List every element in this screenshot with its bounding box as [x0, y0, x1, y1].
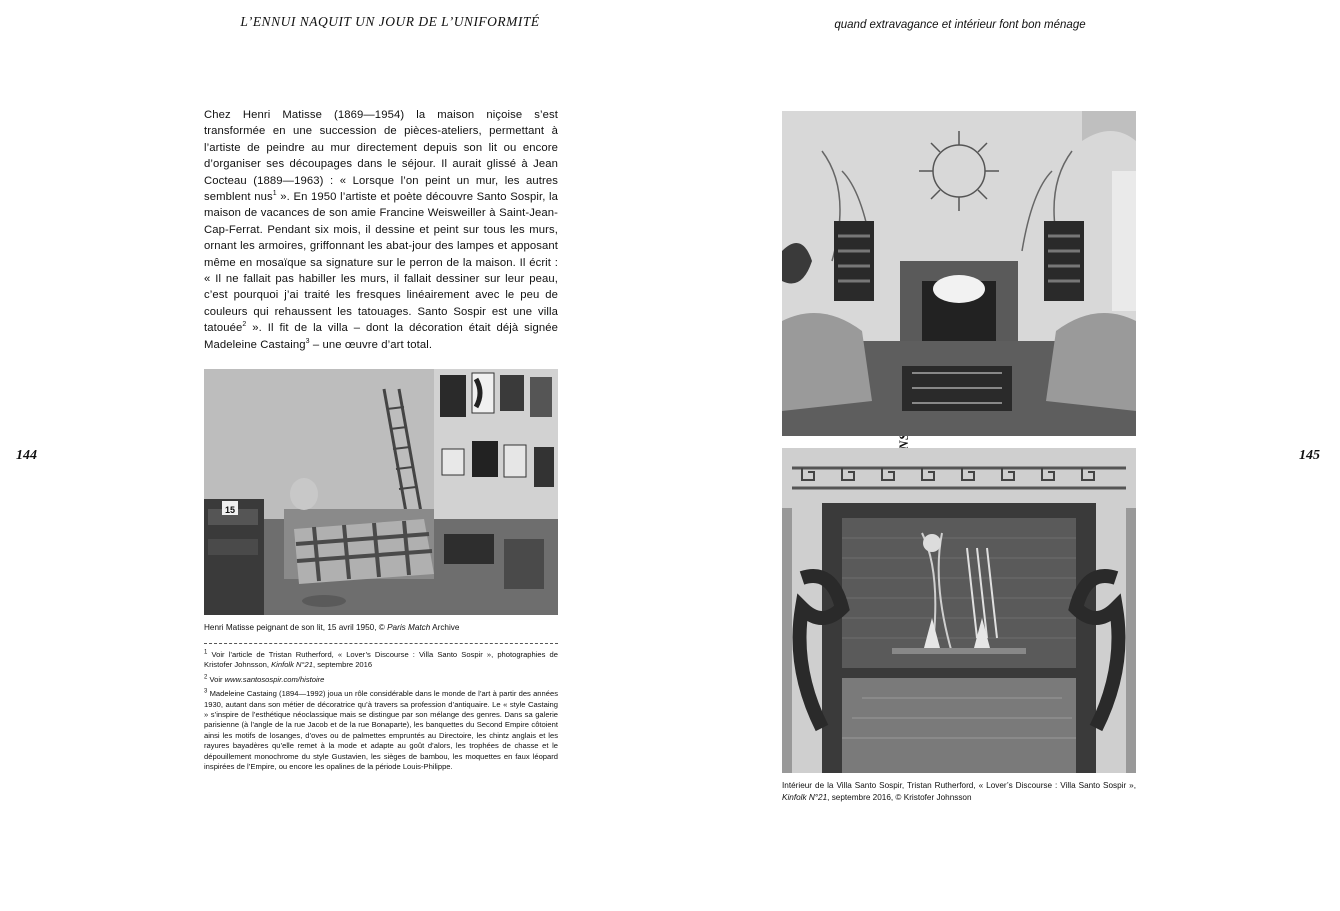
body-text-part: Chez Henri Matisse (1869—1954) la maison niçoise s’est transformée en une succession de pièces-ateliers, permettant à l’artiste de peindre au mur directement depuis son lit ou encore d’organiser ses découpages dans le séjour. Il aurait glissé à Jean Cocteau (1889—1963) : « Lorsque l’on peint un mur, les autres semblent nus [204, 109, 558, 204]
footnote-divider [204, 643, 558, 644]
footnote-text: Voir [207, 674, 225, 684]
footnote-italic: Kinfolk N°21 [271, 660, 313, 670]
photo-caption-left [204, 623, 564, 632]
caption-italic: Kinfolk N°21 [782, 792, 828, 802]
footnote-number: 1 [204, 649, 208, 656]
footnote-text: , septembre 2016 [312, 660, 373, 670]
footnotes [204, 650, 558, 776]
page-number-right: 145 [1299, 448, 1320, 463]
footnote-link[interactable]: www.santosospir.com/histoire [224, 674, 325, 684]
photo-villa-salon [782, 111, 1136, 436]
caption-text: Intérieur de la Villa Santo Sospir, Tristan Rutherford, « Lover’s Discourse : Villa Santo Sospir », [782, 781, 1136, 790]
body-text-part: – une œuvre d’art total. [309, 338, 433, 351]
footnote-text: Voir l’article de Tristan Rutherford, « Lover’s Discourse : Villa Santo Sospir », photographies de Kristofer Johnsson, [204, 650, 558, 670]
footnote-3 [204, 689, 558, 772]
footnote-ref[interactable]: 2 [242, 321, 247, 329]
body-text-part: ». Il fit de la villa – dont la décoration était déjà signée Madeleine Castaing [204, 322, 558, 351]
footnote-number: 3 [204, 688, 208, 695]
calendar-day: 15 [225, 505, 236, 515]
caption-italic: Paris Match [387, 623, 431, 632]
caption-text: Archive [430, 623, 460, 632]
footnote-2 [204, 675, 558, 685]
body-paragraph [204, 107, 558, 353]
footnote-ref[interactable]: 1 [272, 190, 277, 198]
running-head-right: quand extravagance et intérieur font bon ménage [834, 19, 1086, 31]
footnote-text: Madeleine Castaing (1894—1992) joua un rôle considérable dans le monde de l’art à partir des années 1930, autant dans son métier de décoratrice qu’à travers sa profession d’antiquaire. Le « style Castaing » s’inspire de l’esthétique néoclassique mais se distingue par son mélange des genres. Dans sa galerie parisienne (à l’angle de la rue Jacob et de la rue Bonaparte), les banquettes du Second Empire côtoient ainsi les motifs de losanges, d’oves ou de palmettes empruntés au Directoire, les chintz anglais et les rayures bayadères qu’elle remet à la mode et adapte au goût d’alors, les trophées de chasse et le dépouillement monochrome du style Gustavien, les sièges de bambou, les moquettes en faux léopard inspirées de l’Empire, ou encore les opalines de la période Louis-Philippe. [204, 689, 558, 772]
caption-text: Henri Matisse peignant de son lit, 15 avril 1950, © [204, 623, 388, 632]
photo-caption-right [782, 780, 1136, 803]
footnote-number: 2 [204, 674, 208, 681]
photo-matisse-bed [204, 369, 558, 615]
caption-text: , septembre 2016, © Kristofer Johnsson [827, 792, 972, 802]
page-number-left: 144 [16, 448, 37, 463]
running-head-left: L’ENNUI NAQUIT UN JOUR DE L’UNIFORMITÉ [240, 14, 540, 29]
photo-villa-dining [782, 448, 1136, 773]
footnote-ref[interactable]: 3 [305, 337, 310, 345]
footnote-1 [204, 650, 558, 671]
body-text-part: ». En 1950 l’artiste et poète découvre Santo Sospir, la maison de vacances de son amie Francine Weisweiller à Saint-Jean-Cap-Ferrat. Pendant six mois, il dessine et peint sur tous les murs, ornant les armoires, griffonnant les abat-jour des lampes et apposant même en mosaïque sa signature sur le perron de la maison. Il écrit : « Il ne fallait pas habiller les murs, il fallait dessiner sur leur peau, c’est pourquoi j’ai traité les fresques linéairement avec le peu de couleurs qui rehaussent les tatouages. Santo Sospir est une villa tatouée [204, 191, 558, 335]
